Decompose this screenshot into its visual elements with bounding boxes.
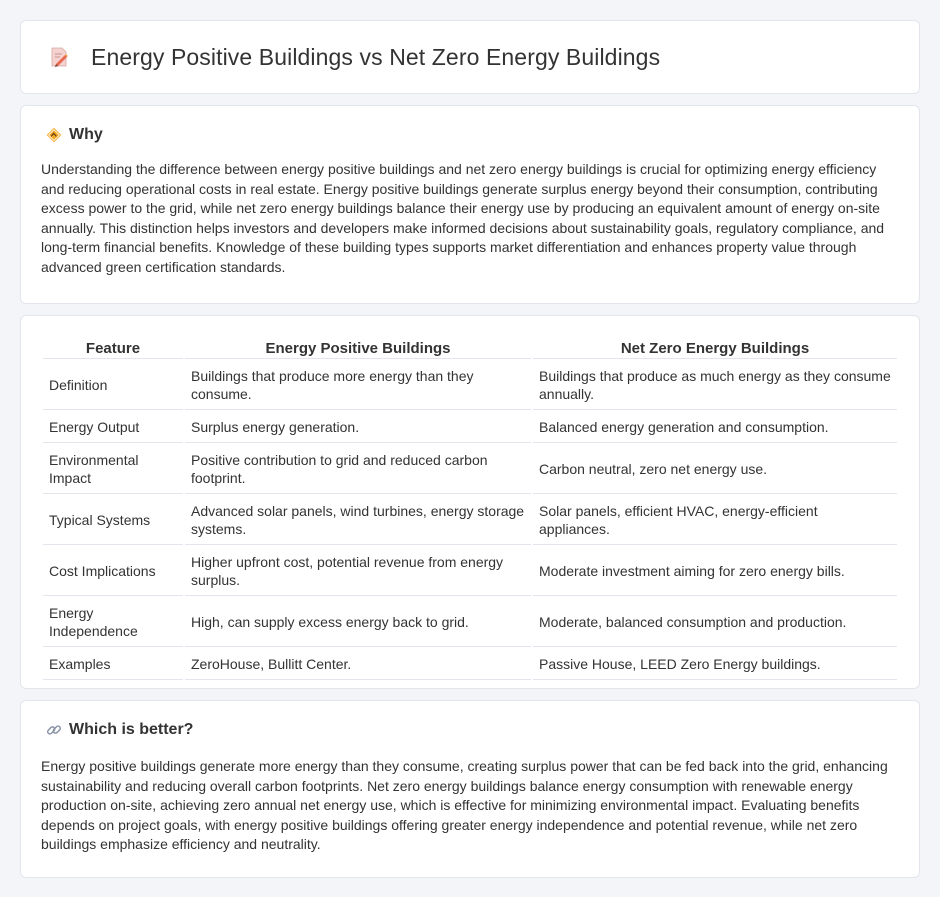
column-header-feature: Feature	[43, 338, 183, 359]
table-cell-energy-positive: Positive contribution to grid and reduced carbon footprint.	[185, 445, 531, 494]
table-row	[43, 496, 897, 545]
table-cell-feature: Cost Implications	[43, 547, 183, 596]
link-icon	[45, 721, 63, 739]
table-row	[43, 445, 897, 494]
table-cell-feature: Environmental Impact	[43, 445, 183, 494]
table-header-row	[43, 338, 897, 359]
table-cell-energy-positive: Buildings that produce more energy than they consume.	[185, 361, 531, 410]
table-cell-net-zero: Carbon neutral, zero net energy use.	[533, 445, 897, 494]
why-section-body: Understanding the difference between energy positive buildings and net zero energy buildings is crucial for optimizing energy efficiency and reducing operational costs in real estate. Energy positive buildings generate surplus energy beyond their consumption, contributing excess power to the grid, while net zero energy buildings balance their energy use by producing an equivalent amount of energy on-site annually. This distinction helps investors and developers make informed decisions about sustainability goals, regulatory compliance, and long-term financial benefits. Knowledge of these building types supports market differentiation and enhances property value through advanced green certification standards.	[41, 161, 885, 275]
diamond-sign-icon	[45, 126, 63, 144]
comparison-table-card	[20, 315, 920, 689]
table-row	[43, 361, 897, 410]
why-section-title: Why	[69, 126, 103, 143]
table-row	[43, 412, 897, 443]
table-cell-feature: Definition	[43, 361, 183, 410]
why-section	[20, 105, 920, 304]
table-cell-energy-positive: ZeroHouse, Bullitt Center.	[185, 649, 531, 680]
table-row	[43, 649, 897, 680]
table-cell-net-zero: Buildings that produce as much energy as they consume annually.	[533, 361, 897, 410]
header-card	[20, 20, 920, 94]
table-cell-feature: Examples	[43, 649, 183, 680]
which-is-better-body: Energy positive buildings generate more energy than they consume, creating surplus power that can be fed back into the grid, enhancing sustainability and reducing overall carbon footprints. Net zero energy buildings balance energy consumption with renewable energy production on-site, achieving zero annual net energy use, which is effective for minimizing environmental impact. Evaluating benefits depends on project goals, with energy positive buildings offering greater energy independence and potential revenue, while net zero buildings emphasize efficiency and neutrality.	[41, 758, 888, 853]
which-is-better-title: Which is better?	[69, 721, 194, 738]
document-pencil-icon	[47, 45, 71, 69]
table-row	[43, 598, 897, 647]
table-cell-net-zero: Solar panels, efficient HVAC, energy-efficient appliances.	[533, 496, 897, 545]
comparison-table	[41, 336, 899, 682]
table-cell-net-zero: Passive House, LEED Zero Energy buildings.	[533, 649, 897, 680]
table-cell-feature: Energy Output	[43, 412, 183, 443]
column-header-net-zero: Net Zero Energy Buildings	[533, 338, 897, 359]
which-is-better-section	[20, 700, 920, 878]
table-cell-feature: Energy Independence	[43, 598, 183, 647]
table-cell-energy-positive: Advanced solar panels, wind turbines, energy storage systems.	[185, 496, 531, 545]
table-cell-net-zero: Moderate investment aiming for zero energy bills.	[533, 547, 897, 596]
table-cell-net-zero: Moderate, balanced consumption and production.	[533, 598, 897, 647]
table-cell-feature: Typical Systems	[43, 496, 183, 545]
column-header-energy-positive: Energy Positive Buildings	[185, 338, 531, 359]
page-title: Energy Positive Buildings vs Net Zero Energy Buildings	[91, 43, 661, 70]
table-cell-net-zero: Balanced energy generation and consumption.	[533, 412, 897, 443]
which-is-better-header	[45, 721, 899, 739]
table-row	[43, 547, 897, 596]
why-section-header	[45, 126, 899, 144]
table-cell-energy-positive: Higher upfront cost, potential revenue from energy surplus.	[185, 547, 531, 596]
table-cell-energy-positive: High, can supply excess energy back to grid.	[185, 598, 531, 647]
table-cell-energy-positive: Surplus energy generation.	[185, 412, 531, 443]
